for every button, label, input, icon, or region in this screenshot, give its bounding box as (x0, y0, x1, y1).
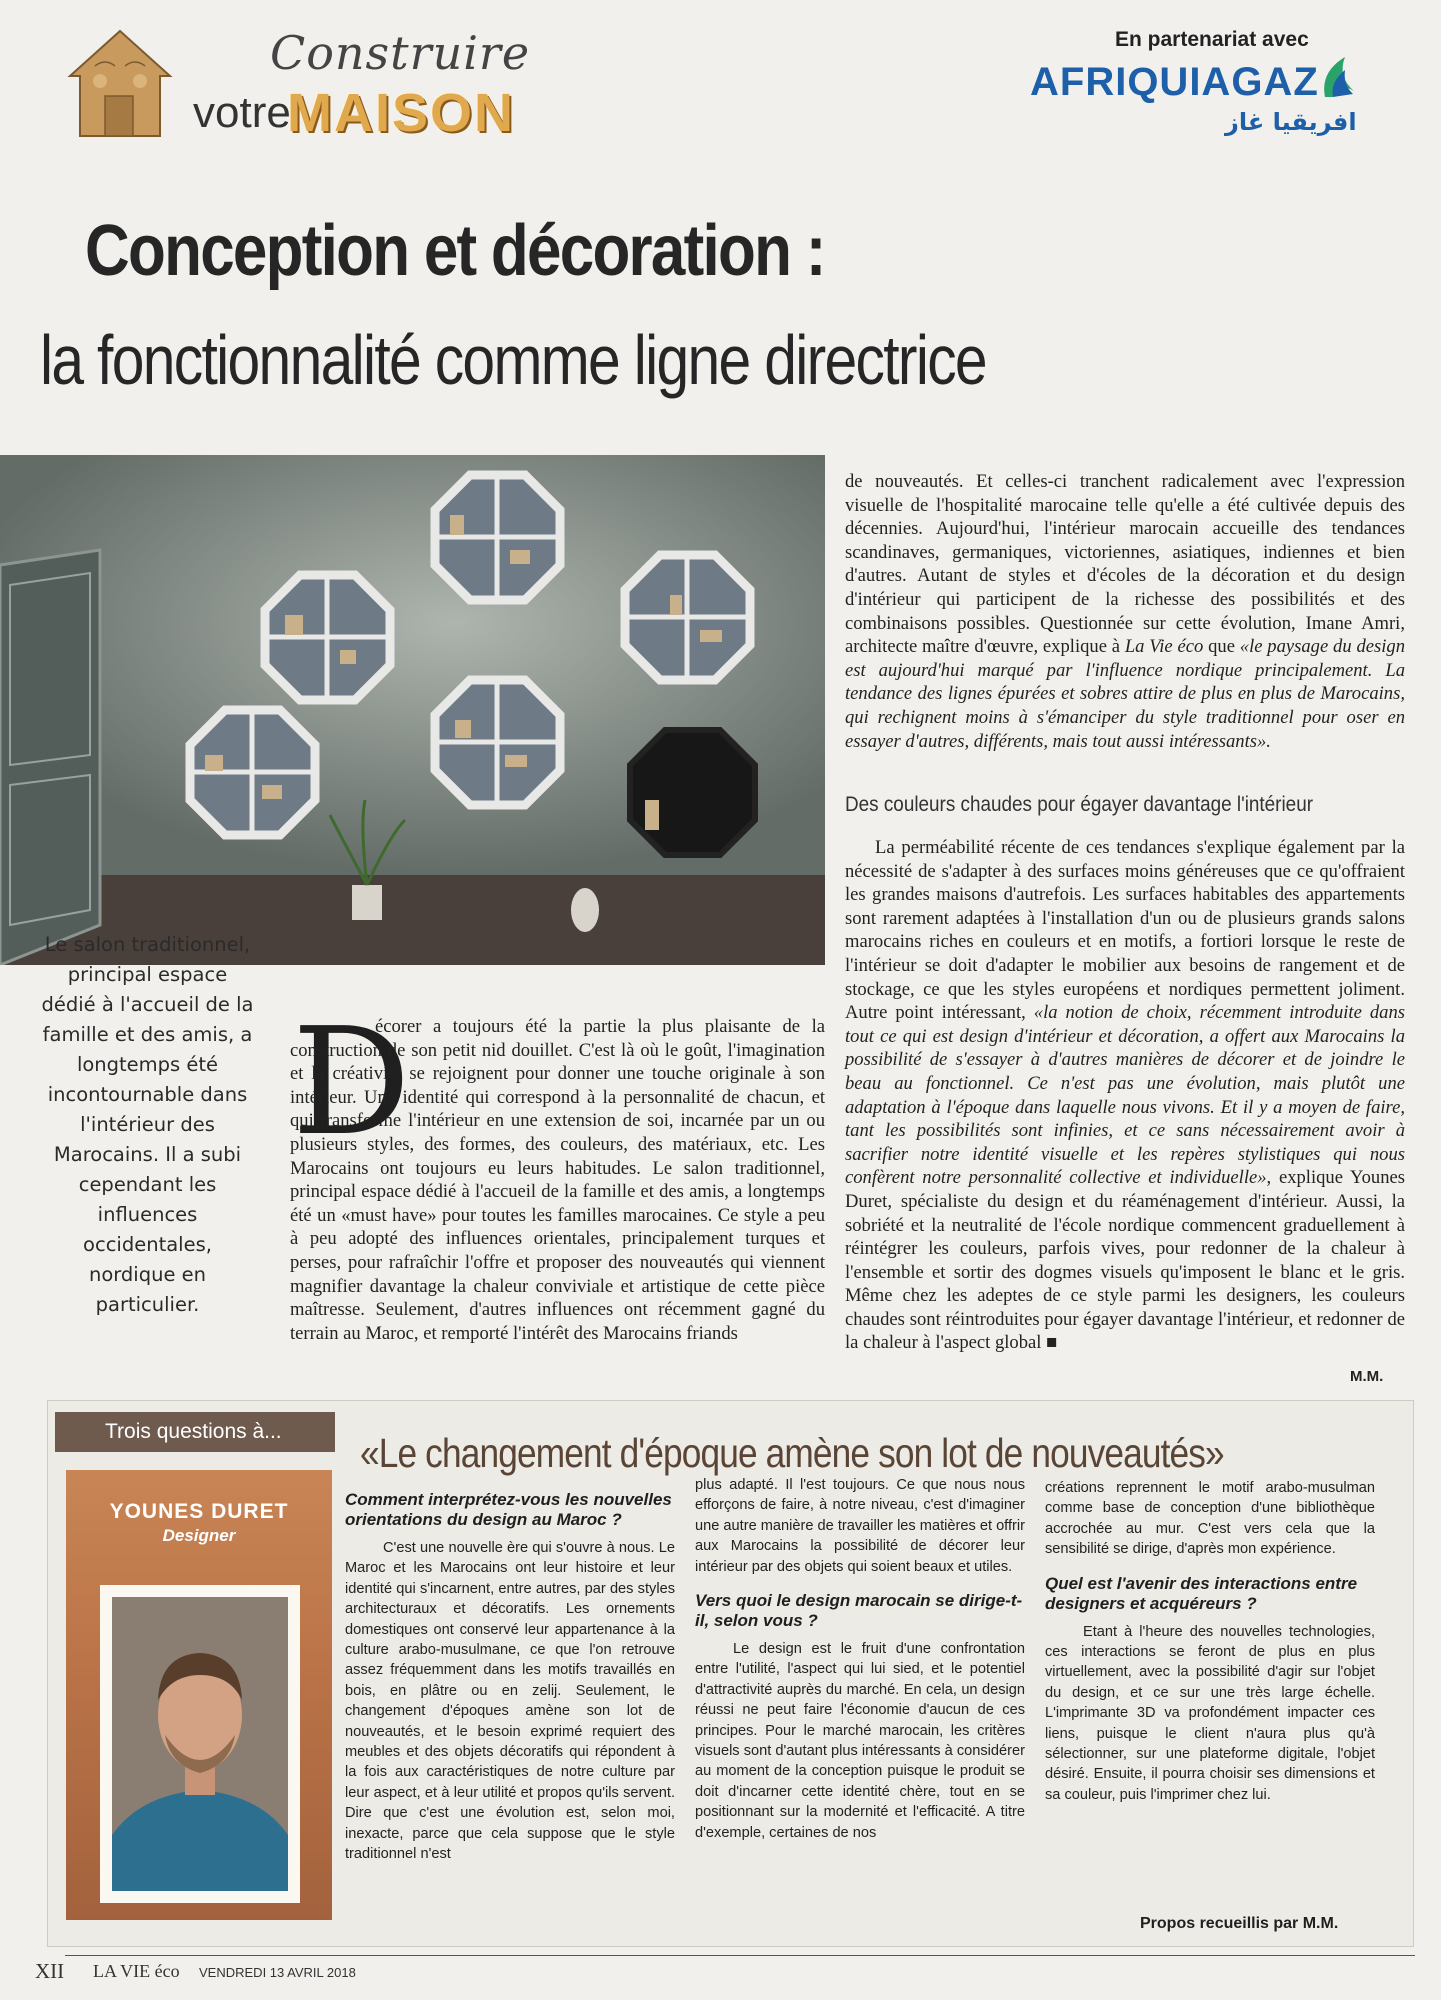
photo-caption (40, 930, 255, 1320)
interview-question-2: Vers quoi le design marocain se dirige-t-il, selon vous ? (695, 1591, 1023, 1631)
article-paragraph-3 (845, 836, 1405, 1355)
publication-name: LA VIE éco (93, 1961, 180, 1981)
interview-question-3: Quel est l'avenir des interactions entre designers et acquéreurs ? (1045, 1573, 1358, 1613)
footer-rule (65, 1955, 1415, 1956)
article-signature: M.M. (1350, 1368, 1384, 1385)
partner-label: En partenariat avec (1115, 28, 1309, 51)
kicker-maison: MAISON (287, 83, 515, 143)
page-footer (35, 1957, 1415, 1987)
quote-imane-amri: «le paysage du design est aujourd'hui marqué par l'influence nordique principalement. La tendance des lignes épurées et sobres attire de plus en plus de Marocains, qui rechignent moins à s'émanciper du style traditionnel pour oser en essayer d'autres, différents, mais tout aussi intéressants». (845, 636, 1405, 752)
interview-label: Trois questions à... (55, 1412, 335, 1452)
publication-reference: La Vie éco (1124, 636, 1204, 658)
portrait-photo (100, 1585, 300, 1903)
paragraph-3-text: La perméabilité récente de ces tendances s'explique également par la nécessité de s'adapter à des surfaces moins généreuses que ce qu'offraient les grandes maisons d'autrefois. Les surfaces habitables des appartements sont rarement adaptées à l'installation d'un ou de plusieurs grands salons marocains riches en couleurs et en motifs, a fortiori lorsque le reste de l'intérieur se doit d'adapter le mobilier aux besoins de rangement et de stockage, ce que les styles européens et nordiques permettent joliment. Autre point intéressant, (845, 837, 1405, 1024)
article-paragraph-1: écorer a toujours été la partie la plus plaisante de la construction de son petit nid douillet. C'est là où le goût, l'imagination et la créativité se rejoignent pour donner une touche originale à son intérieur. Une identité qui correspond à la personnalité de chacun, et qui transforme l'intérieur en une extension de soi, incarnée par un ou plusieurs styles, des formes, des couleurs, des matériaux, etc. Les Marocains ont toujours eu leurs habitudes. Le salon traditionnel, principal espace dédié à l'accueil de la famille et des amis, a longtemps été un «must have» pour toutes les familles marocaines. Ce style a peu à peu adopté des influences orientales, principalement turques et perses, pour rafraîchir l'offre et proposer des nouveautés qui viennent magnifier davantage la chaleur conviviale et artistique de cette pièce maîtresse. Seulement, d'autres influences ont récemment gagné du terrain au Maroc, et remporté l'intérêt des Marocains friands (290, 1016, 825, 1344)
article-subhead: Des couleurs chaudes pour égayer davantage l'intérieur (845, 793, 1313, 816)
end-mark: ■ (1046, 1332, 1058, 1354)
partner-logo (1030, 60, 1360, 150)
shelves-illustration (0, 455, 825, 965)
article-body-col2 (845, 470, 1405, 753)
paragraph-3-end: , explique Younes Duret, spécialiste du design et du réaménagement d'intérieur. Aussi, la sobriété et la neutralité de l'école nordique commencent graduellement à réintégrer les couleurs, parfois vives, pour redonner de la chaleur à l'ensemble et sortir des dogmes visuels qu'imposent le blanc et le gris. Même chez les adeptes de ce style parmi les designers, les couleurs chaudes sont réintroduites pour égayer davantage l'intérieur, et redonner de la chaleur à l'aspect global (845, 1167, 1405, 1354)
interview-col3 (1045, 1478, 1375, 1805)
photo-caption-text: Le salon traditionnel, principal espace dédié à l'accueil de la famille et des amis, a longtemps été incontournable dans l'intérieur des Marocains. Il a subi cependant les influences occidentales, nordique en particulier. (41, 933, 254, 1316)
article-title-line1: Conception et décoration : (85, 211, 825, 291)
drop-cap: D (292, 996, 411, 1168)
interview-col2 (695, 1475, 1025, 1843)
article-body-col3 (845, 836, 1405, 1355)
interview-question-1: Comment interprétez-vous les nouvelles orientations du design au Maroc ? (345, 1490, 672, 1529)
partner-brand-arabic: افريقيا غاز (1225, 108, 1357, 136)
kicker-votre: votre (193, 88, 291, 137)
interview-answer-2: Le design est le fruit d'une confrontation entre l'utilité, l'aspect qui lui sied, et le potentiel d'attractivité auprès du marché. En cela, un design réussi ne peut faire l'économie d'aucun de ces principes. Pour le marché marocain, les critères visuels sont d'autant plus intéressants à considérer au moment de la conception puisque le produit se doit d'incarner cette identité chère, tout en se positionnant sur la modernité et l'efficacité. A titre d'exemple, certaines de nos (695, 1641, 1025, 1841)
quote-younes-duret: «la notion de choix, récemment introduite dans tout ce qui est design d'intérieur et décoration, a offert aux Marocains la possibilité de s'essayer à d'autres manières de décorer et de joindre le beau au fonctionnel. Ce n'est pas une évolution, mais plutôt une adaptation à l'époque dans laquelle nous vivons. Et il y a moyen de faire, tant les possibilités sont infinies, et ce sans nécessairement avoir à sacrifier notre identité visuelle et les repères stylistiques qui nous confèrent notre personnalité collective et individuelle» (845, 1002, 1405, 1189)
interview-signature: Propos recueillis par M.M. (1140, 1915, 1339, 1932)
page-number: XII (35, 1959, 65, 1983)
kicker-construire: Construire (270, 26, 531, 80)
paragraph-2-link: que (1203, 636, 1240, 658)
partner-brand-name: AFRIQUIAGAZ (1030, 60, 1319, 104)
article-title-line2: la fonctionnalité comme ligne directrice (40, 321, 986, 399)
publication-date: VENDREDI 13 AVRIL 2018 (199, 1965, 356, 1980)
article-photo (0, 455, 825, 965)
section-logo (55, 18, 585, 153)
interview-answer-3: Etant à l'heure des nouvelles technologies, ces interactions se feront de plus en plus virtuellement, avec la possibilité d'agir sur l'objet du design, et ce sur une très large échelle. L'imprimante 3D va profondément impacter ces liens, puisque le client n'aura plus qu'à sélectionner, sur une plateforme digitale, l'objet désiré. Ensuite, il pourra choisir ses dimensions et sa couleur, puis l'imprimer chez lui. (1045, 1623, 1375, 1803)
flame-icon (1315, 52, 1360, 102)
article-paragraph-2 (845, 470, 1405, 753)
interview-title: «Le changement d'époque amène son lot de nouveautés» (360, 1430, 1224, 1476)
puzzle-house-icon (65, 26, 175, 141)
interview-answer-1: C'est une nouvelle ère qui s'ouvre à nous. Le Maroc et les Marocains ont leur histoire et leur identité qui s'incarnent, entre autres, par des styles architecturaux et décoratifs. Les ornements domestiques ont conservé leur appartenance à la culture arabo-musulmane, ce que l'on retrouve assez fréquemment dans les motifs travaillés en bois, en plâtre ou en zelij. Seulement, le changement d'époques amène son lot de nouveautés, et le besoin exprimé requiert des meubles et des objets décoratifs qui répondent à la fois aux caractéristiques de notre culture par leur aspect, et à leur utilité et propos qu'ils servent. Dire que c'est une évolution est, selon moi, inexacte, parce que cela suppose que le style traditionnel n'est (345, 1540, 675, 1863)
interview-answer-1-continued: plus adapté. Il l'est toujours. Ce que nous nous efforçons de faire, à notre niveau, c'est d'imaginer une autre manière de travailler les matières et offrir aux Marocains la possibilité de décorer leur intérieur par des objets qui soient beaux et utiles. (695, 1477, 1025, 1575)
interviewee-name: YOUNES DURET (109, 1500, 289, 1523)
interview-col1 (345, 1490, 675, 1865)
interviewee-role: Designer (162, 1526, 236, 1545)
paragraph-2-text: de nouveautés. Et celles-ci tranchent radicalement avec l'expression visuelle de l'hospitalité marocaine telle qu'elle a été cultivée depuis des décennies. Aujourd'hui, l'intérieur marocain accueille des tendances scandinaves, germaniques, victoriennes, asiatiques, indiennes et bien d'autres. Autant de styles et d'écoles de la décoration et du design d'intérieur qui participent de la richesse des possibilités et des combinaisons possibles. Questionnée sur cette évolution, Imane Amri, architecte maître d'œuvre, explique à (845, 471, 1405, 658)
interview-answer-2-continued: créations reprennent le motif arabo-musulman comme base de conception d'une bibliothèque accrochée au mur. C'est vers cela que la sensibilité se dirige, d'après mon expérience. (1045, 1480, 1375, 1558)
article-body-col1 (290, 1015, 825, 1345)
person-portrait-illustration (100, 1585, 300, 1903)
